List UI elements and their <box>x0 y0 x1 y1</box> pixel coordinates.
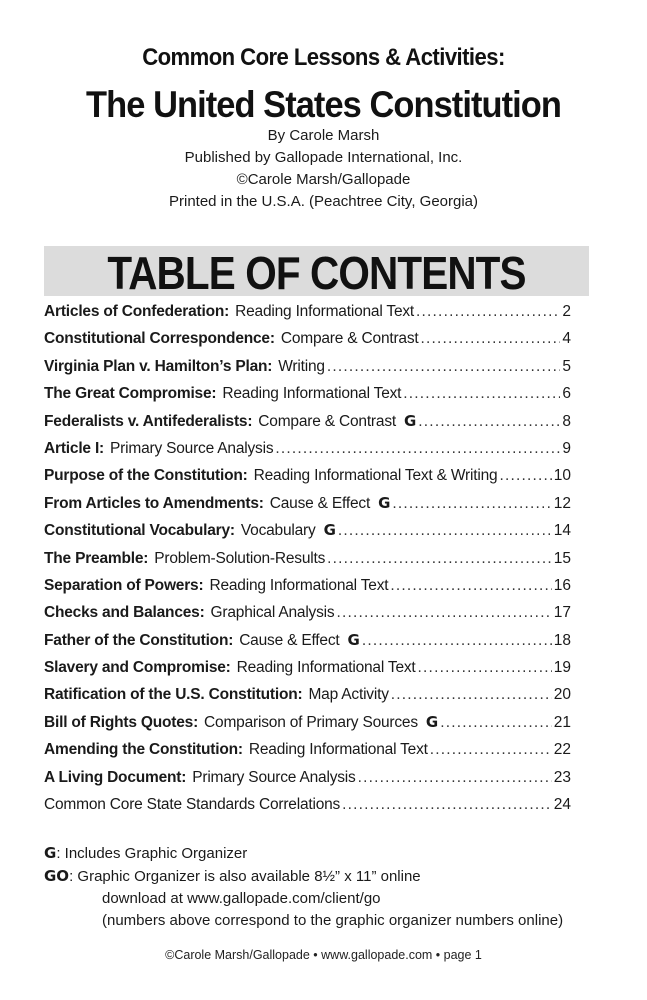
go-download-line: download at www.gallopade.com/client/go <box>102 890 381 907</box>
toc-entry <box>44 408 571 435</box>
legend-g-line <box>44 842 563 865</box>
toc-page-number: 12 <box>553 494 571 512</box>
dot-leader <box>418 408 560 435</box>
toc-entry <box>44 572 571 599</box>
toc-page-number: 19 <box>553 659 571 677</box>
toc-skill: Compare & Contrast <box>280 330 419 348</box>
toc-page-number: 24 <box>553 796 571 814</box>
dot-leader <box>327 353 561 380</box>
toc-skill: Map Activity <box>308 686 389 704</box>
graphic-organizer-mark: G <box>403 411 417 430</box>
printed-line: Printed in the U.S.A. (Peachtree City, Georgia) <box>168 193 479 210</box>
toc-topic: Article I: <box>44 439 105 457</box>
toc-skill: Writing <box>278 357 325 375</box>
dot-leader <box>275 435 560 462</box>
toc-page-number: 16 <box>553 576 571 594</box>
toc-topic: Slavery and Compromise: <box>44 659 231 677</box>
toc-skill: Reading Informational Text <box>209 576 389 594</box>
toc-skill: Reading Informational Text <box>248 741 428 759</box>
toc-topic: Virginia Plan v. Hamilton’s Plan: <box>44 357 273 375</box>
go-key: GO <box>44 867 70 885</box>
toc-skill: Reading Informational Text <box>235 303 415 320</box>
dot-leader <box>440 709 552 736</box>
toc-topic: Amending the Constitution: <box>44 741 243 759</box>
toc-topic: Articles of Confederation: <box>44 303 230 320</box>
toc-heading: TABLE OF CONTENTS <box>107 247 526 299</box>
dot-leader <box>336 599 551 626</box>
toc-topic: Bill of Rights Quotes: <box>44 713 199 731</box>
toc-page-number: 17 <box>553 604 571 622</box>
toc-skill: Primary Source Analysis <box>192 768 356 786</box>
go-description: : Graphic Organizer is also available 8½” x 11” online <box>69 868 421 885</box>
dot-leader <box>342 791 552 818</box>
g-key: G <box>44 844 57 862</box>
toc-skill: Cause & Effect <box>239 631 340 649</box>
dot-leader <box>421 325 561 352</box>
toc-banner <box>44 246 589 299</box>
toc-topic: Father of the Constitution: <box>44 631 234 649</box>
toc-entry <box>44 736 571 763</box>
toc-page-number: 8 <box>562 412 571 430</box>
credits-block <box>0 125 647 213</box>
toc-page-number: 5 <box>562 357 571 375</box>
go-note-line: (numbers above correspond to the graphic organizer numbers online) <box>102 912 564 929</box>
toc-entry <box>44 462 571 489</box>
dot-leader <box>391 681 552 708</box>
toc-entry <box>44 490 571 517</box>
dot-leader <box>338 517 552 544</box>
toc-entry <box>44 353 571 380</box>
dot-leader <box>358 764 552 791</box>
page-footer: ©Carole Marsh/Gallopade • www.gallopade.com • page 1 <box>165 948 482 962</box>
dot-leader <box>362 627 552 654</box>
toc-skill: Comparison of Primary Sources <box>204 713 418 731</box>
toc-entry <box>44 681 571 708</box>
toc-topic: Ratification of the U.S. Constitution: <box>44 686 303 704</box>
toc-topic: Federalists v. Antifederalists: <box>44 412 253 430</box>
toc-page-number: 2 <box>562 303 571 320</box>
toc-topic: Separation of Powers: <box>44 576 204 594</box>
publisher-line: Published by Gallopade International, Inc. <box>184 149 463 166</box>
toc-skill: Common Core State Standards Correlations <box>44 796 341 814</box>
toc-entry <box>44 517 571 544</box>
dot-leader <box>418 654 552 681</box>
toc-skill: Vocabulary <box>240 522 316 540</box>
toc-skill: Problem-Solution-Results <box>154 549 326 567</box>
toc-page-number: 10 <box>553 467 571 485</box>
toc-entry <box>44 709 571 736</box>
graphic-organizer-mark: G <box>323 521 336 540</box>
toc-page-number: 4 <box>562 330 571 348</box>
series-title: Common Core Lessons & Activities: <box>142 44 505 71</box>
toc-entry <box>44 654 571 681</box>
dot-leader <box>327 545 552 572</box>
toc-skill: Cause & Effect <box>269 494 371 512</box>
toc-page-number: 22 <box>553 741 571 759</box>
toc-skill: Graphical Analysis <box>210 604 335 622</box>
toc-entry <box>44 298 571 325</box>
legend-go-line <box>44 865 563 888</box>
dot-leader <box>416 298 560 325</box>
toc-page-number: 9 <box>562 439 571 457</box>
dot-leader <box>392 490 551 517</box>
toc-entry <box>44 435 571 462</box>
toc-topic: Checks and Balances: <box>44 604 205 622</box>
toc-entry <box>44 545 571 572</box>
copyright-line: ©Carole Marsh/Gallopade <box>236 171 411 188</box>
dot-leader <box>430 736 552 763</box>
toc-topic: From Articles to Amendments: <box>44 494 264 512</box>
toc-entry <box>44 599 571 626</box>
dot-leader <box>403 380 560 407</box>
toc-page-number: 14 <box>553 522 571 540</box>
toc-skill: Reading Informational Text & Writing <box>253 467 498 485</box>
book-title: The United States Constitution <box>86 84 561 125</box>
toc-topic: The Preamble: <box>44 549 149 567</box>
legend <box>44 842 563 932</box>
g-description: : Includes Graphic Organizer <box>56 845 248 862</box>
toc-topic: A Living Document: <box>44 768 187 786</box>
toc-page-number: 23 <box>553 768 571 786</box>
graphic-organizer-mark: G <box>378 493 391 512</box>
toc-page-number: 20 <box>553 686 571 704</box>
toc-entry <box>44 325 571 352</box>
toc-entry <box>44 627 571 654</box>
author-line: By Carole Marsh <box>267 127 380 144</box>
toc-page-number: 21 <box>553 713 571 731</box>
toc-topic: Purpose of the Constitution: <box>44 467 248 485</box>
toc-list <box>44 298 571 818</box>
toc-entry <box>44 791 571 818</box>
toc-skill: Reading Informational Text <box>236 659 416 677</box>
toc-page-number: 6 <box>562 385 571 403</box>
toc-topic: Constitutional Vocabulary: <box>44 522 235 540</box>
toc-page-number: 15 <box>553 549 571 567</box>
toc-skill: Reading Informational Text <box>222 385 402 403</box>
toc-topic: Constitutional Correspondence: <box>44 330 275 348</box>
toc-page-number: 18 <box>553 631 571 649</box>
dot-leader <box>390 572 551 599</box>
toc-skill: Primary Source Analysis <box>110 439 274 457</box>
graphic-organizer-mark: G <box>425 712 439 731</box>
toc-topic: The Great Compromise: <box>44 385 217 403</box>
toc-entry <box>44 380 571 407</box>
dot-leader <box>499 462 551 489</box>
toc-skill: Compare & Contrast <box>258 412 396 430</box>
graphic-organizer-mark: G <box>347 630 360 649</box>
toc-entry <box>44 764 571 791</box>
